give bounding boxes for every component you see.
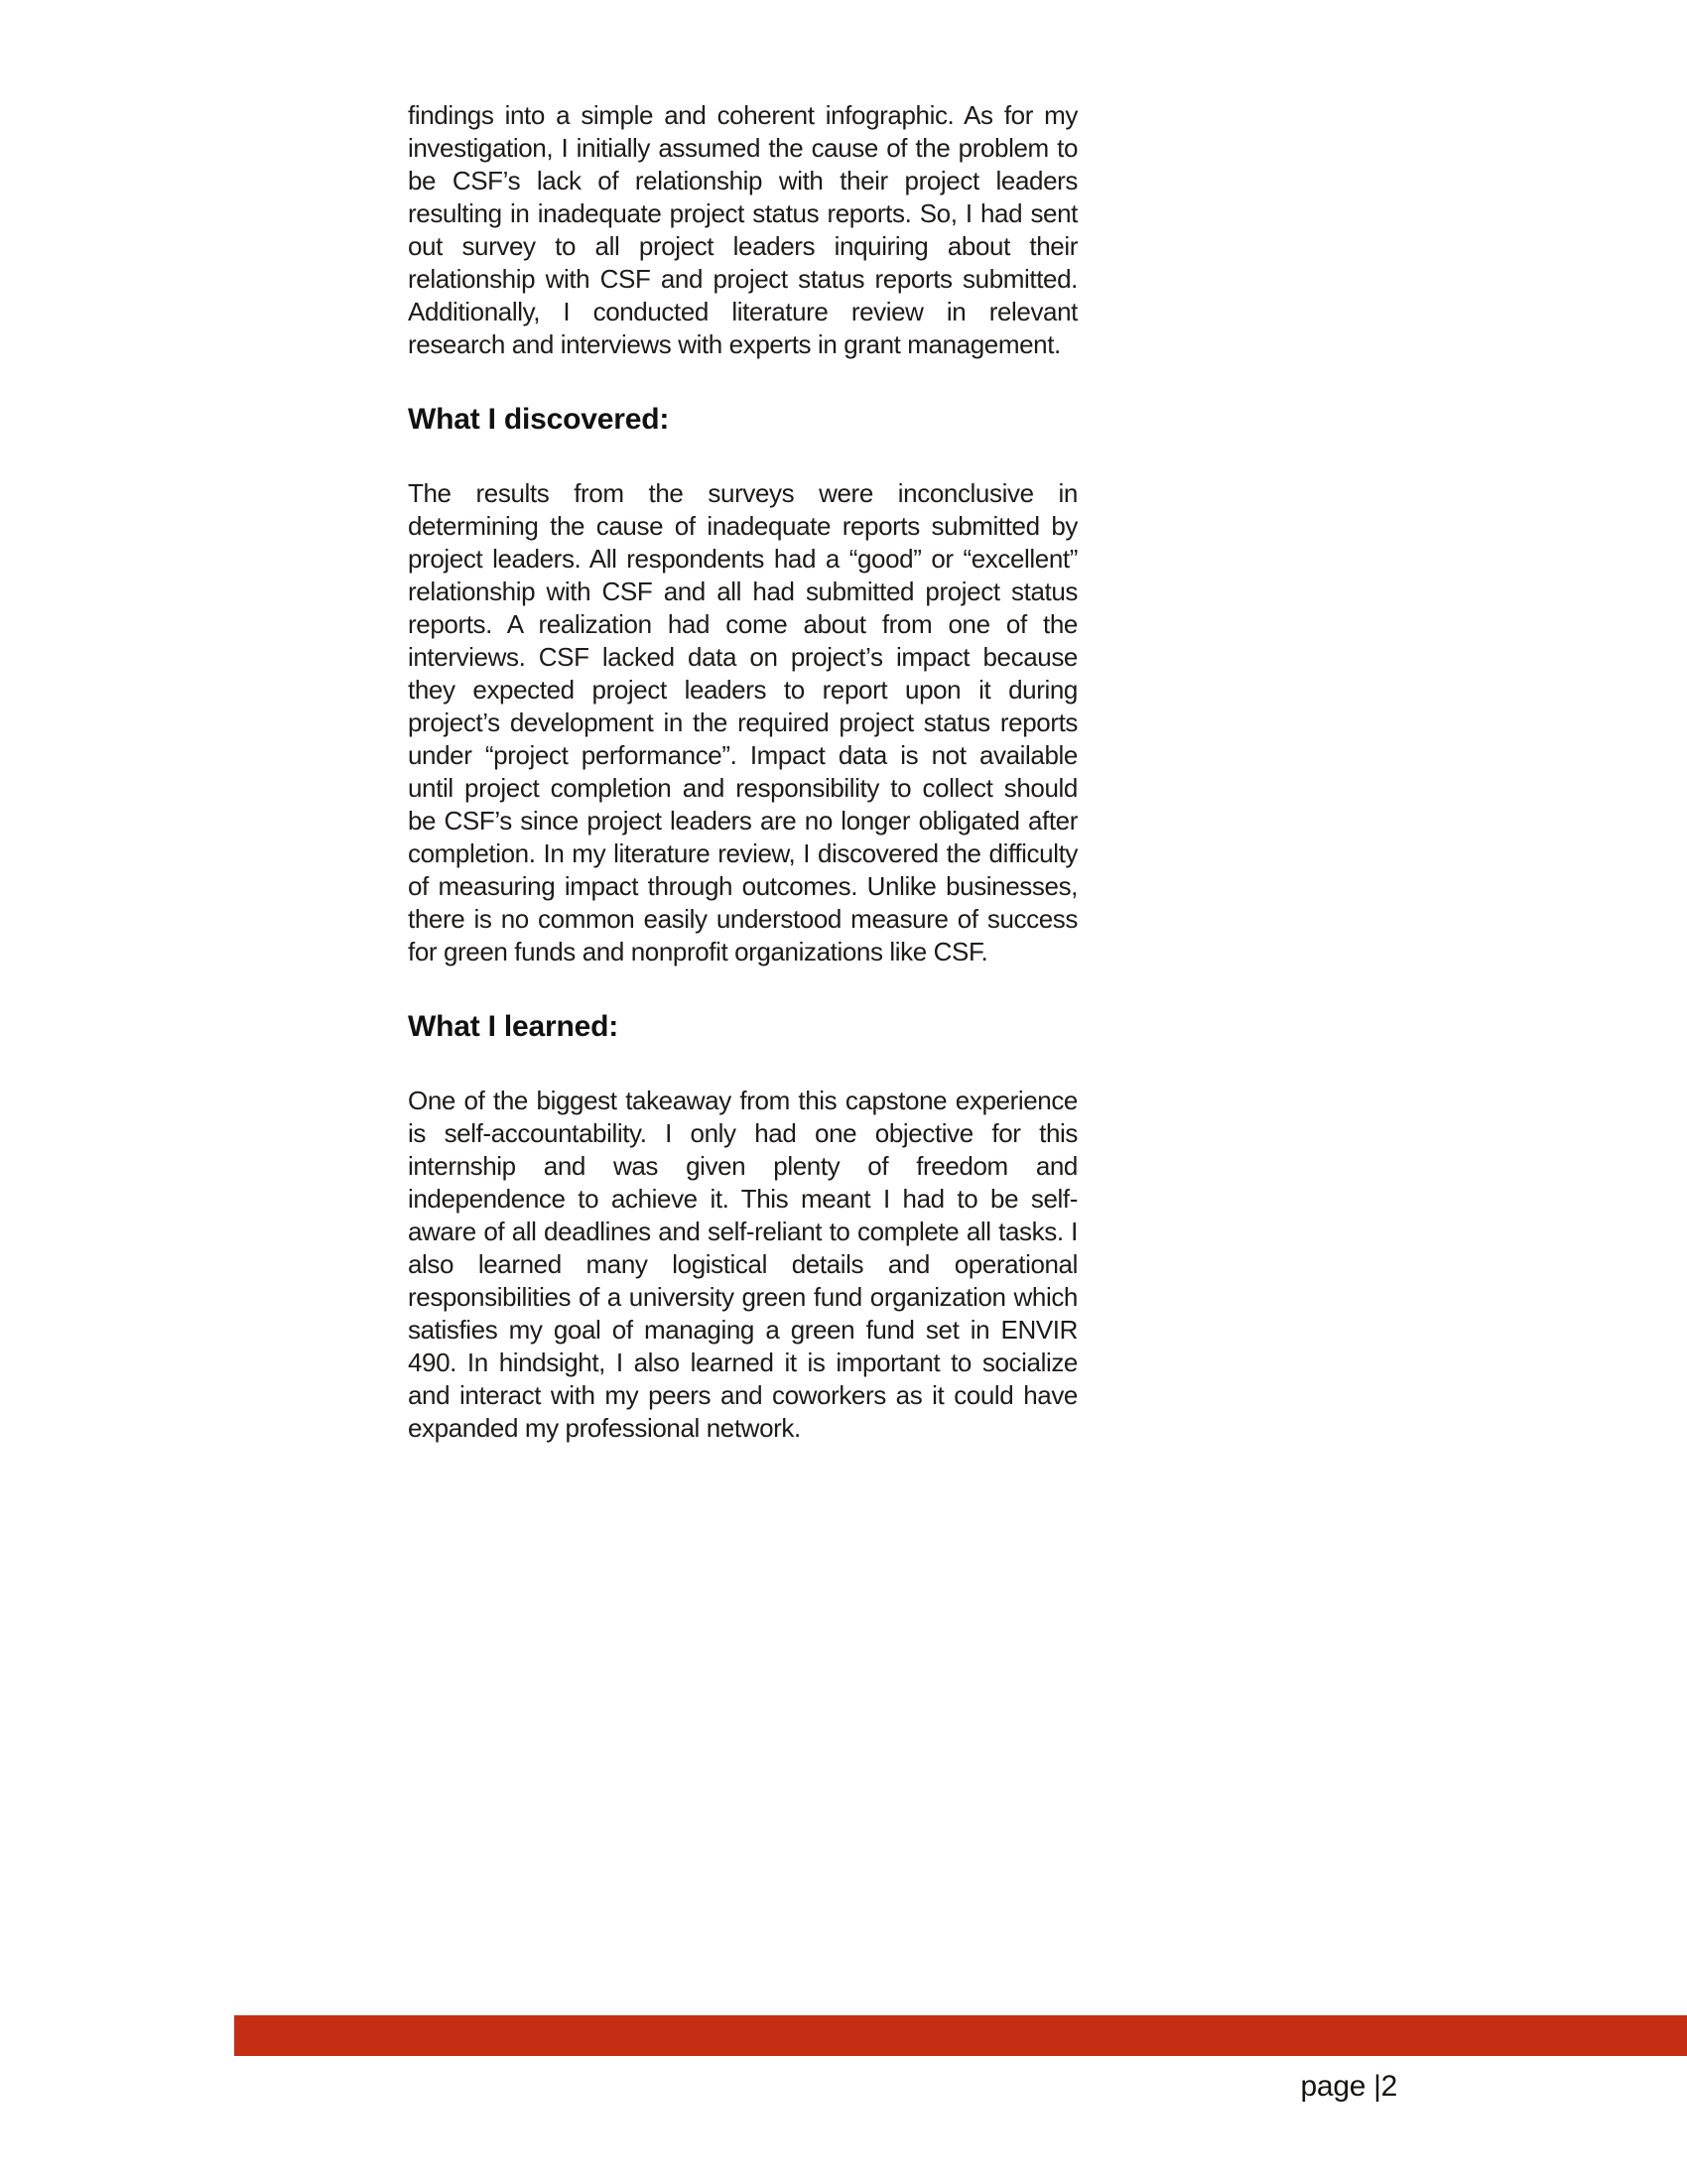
footer-accent-bar (234, 2015, 1687, 2056)
heading-what-i-learned: What I learned: (408, 1010, 619, 1043)
paragraph-what-i-learned: One of the biggest takeaway from this capstone experience is self-accountability. I only had one objective for this internship and was given plenty of freedom and independence to achieve it. This meant I had to be self-aware of all deadlines and self-reliant to complete all tasks. I also learned many logistical details and operational responsibilities of a university green fund organization which satisfies my goal of managing a green fund set in ENVIR 490. In hindsight, I also learned it is important to socialize and interact with my peers and coworkers as it could have expanded my professional network. (408, 1086, 1078, 1443)
paragraph-what-i-discovered: The results from the surveys were inconclusive in determining the cause of inadequate reports submitted by project leaders. All respondents had a “good” or “excellent” relationship with CSF and all had submitted project status reports. A realization had come about from one of the interviews. CSF lacked data on project’s impact because they expected project leaders to report upon it during project’s development in the required project status reports under “project performance”. Impact data is not available until project completion and responsibility to collect should be CSF’s since project leaders are no longer obligated after completion. In my literature review, I discovered the difficulty of measuring impact through outcomes. Unlike businesses, there is no common easily understood measure of success for green funds and nonprofit organizations like CSF. (408, 478, 1078, 966)
heading-what-i-discovered: What I discovered: (408, 403, 670, 436)
page-content (408, 99, 1078, 1445)
page-number: page |2 (1300, 2070, 1397, 2103)
paragraph-continuation: findings into a simple and coherent infographic. As for my investigation, I initially assumed the cause of the problem to be CSF’s lack of relationship with their project leaders resulting in inadequate project status reports. So, I had sent out survey to all project leaders inquiring about their relationship with CSF and project status reports submitted. Additionally, I conducted literature review in relevant research and interviews with experts in grant management. (408, 100, 1078, 359)
